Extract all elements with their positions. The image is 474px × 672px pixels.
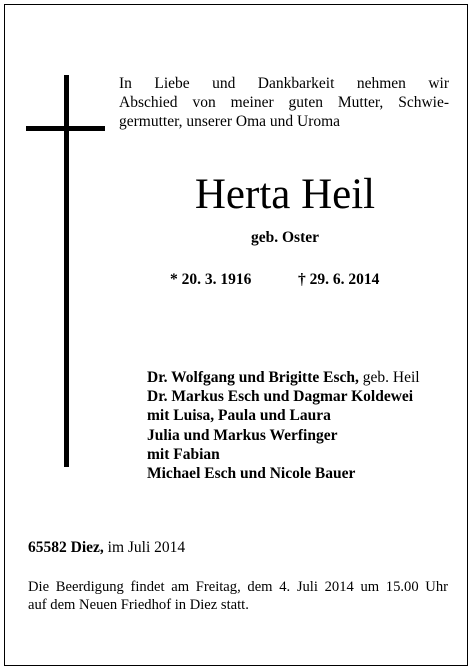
family-line (147, 368, 420, 387)
date: im Juli 2014 (103, 539, 186, 556)
intro-line: In Liebe und Dankbarkeit nehmen wir (119, 75, 449, 92)
family-member: mit Fabian (147, 445, 220, 463)
family-line (147, 464, 420, 483)
cross-vertical-bar (64, 75, 69, 467)
intro-line: Abschied von meiner guten Mutter, Schwie- (119, 94, 449, 111)
funeral-info (28, 578, 448, 614)
intro-line: germutter, unserer Oma und Uroma (119, 113, 341, 130)
birth-name: geb. Oster (250, 229, 319, 246)
family-member: Michael Esch und Nicole Bauer (147, 465, 356, 483)
family-member: mit Luisa, Paula und Laura (147, 407, 331, 425)
family-line (147, 406, 420, 425)
family-member: Julia und Markus Werfinger (147, 426, 338, 444)
place: 65582 Diez, (28, 539, 104, 556)
death-date: † 29. 6. 2014 (298, 271, 380, 288)
intro-text (119, 74, 449, 131)
family-line (147, 426, 420, 445)
family-line (147, 445, 420, 464)
family-list (147, 368, 420, 483)
birth-date: * 20. 3. 1916 (170, 271, 252, 288)
place-date (28, 538, 185, 557)
deceased-name: Herta Heil (194, 171, 376, 218)
family-member: Dr. Markus Esch und Dagmar Koldewei (147, 388, 414, 406)
family-member-suffix: geb. Heil (358, 369, 420, 386)
cross-horizontal-bar (26, 126, 105, 131)
family-line (147, 387, 420, 406)
funeral-line: Die Beerdigung findet am Freitag, dem 4. Juli 2014 um 15.00 Uhr (28, 579, 448, 595)
family-member: Dr. Wolfgang und Brigitte Esch, (147, 369, 359, 386)
funeral-line: auf dem Neuen Friedhof in Diez statt. (28, 597, 249, 613)
